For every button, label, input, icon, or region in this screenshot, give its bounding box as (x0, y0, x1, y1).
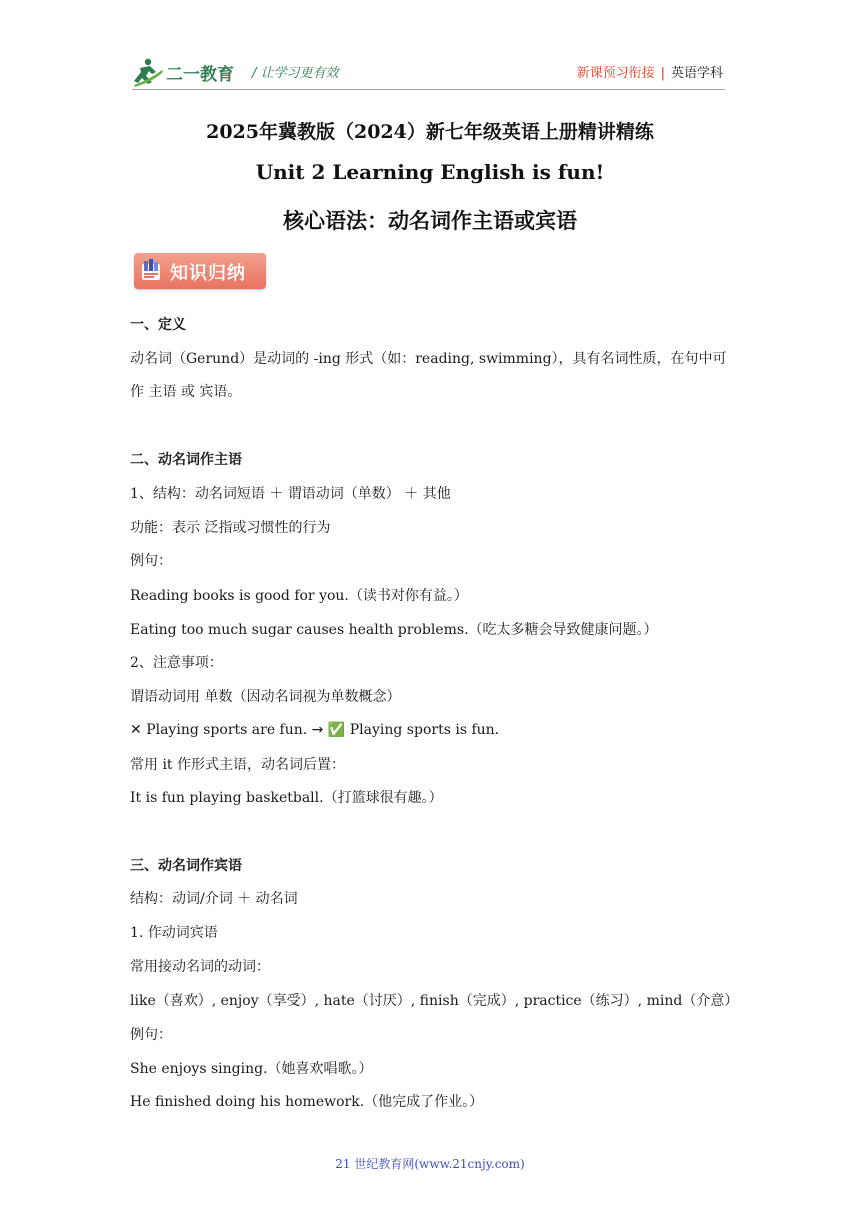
correct-sentence: Playing sports is fun. (349, 722, 500, 738)
page-header (0, 0, 860, 92)
object-verb-list: like（喜欢）, enjoy（享受）, hate（讨厌）, finish（完成）, practice（练习）, mind（介意） (130, 993, 739, 1009)
badge-label: 知识归纳 (170, 263, 246, 284)
section-heading-definition: 一、定义 (130, 317, 186, 333)
header-course-info (577, 62, 723, 81)
unit-title: Unit 2 Learning English is fun! (255, 160, 605, 184)
knowledge-summary-badge (134, 253, 266, 289)
section-heading-subject: 二、动名词作主语 (130, 452, 242, 468)
header-course-type: 新课预习衔接 (576, 66, 655, 81)
subject-note-1: 谓语动词用 单数（因动名词视为单数概念） (130, 689, 401, 705)
object-example-label: 例句： (130, 1027, 172, 1043)
object-example-2: He finished doing his homework.（他完成了作业。） (130, 1094, 484, 1110)
wrong-sentence: Playing sports are fun. (146, 722, 308, 738)
page-footer[interactable]: 21 世纪教育网(www.21cnjy.com) (335, 1157, 525, 1171)
book-icon (140, 258, 162, 284)
subject-note-2: 常用 it 作形式主语，动名词后置： (130, 757, 346, 773)
subject-function: 功能：表示 泛指或习惯性的行为 (130, 520, 331, 536)
definition-text-line1: 动名词（Gerund）是动词的 -ing 形式（如：reading, swimming），具有名词性质，在句中可 (130, 351, 727, 367)
arrow-icon: → (311, 722, 324, 738)
subject-example-label: 例句： (130, 553, 172, 569)
header-subject: 英语学科 (670, 66, 723, 81)
document-title: 2025年冀教版（2024）新七年级英语上册精讲精练 (206, 121, 654, 143)
section-heading-object: 三、动名词作宾语 (130, 858, 242, 874)
object-structure: 结构：动词/介词 ＋ 动名词 (130, 891, 298, 907)
definition-text-line2: 作 主语 或 宾语。 (130, 384, 242, 400)
subject-notes-label: 2、注意事项： (130, 655, 223, 671)
object-common-verbs-label: 常用接动名词的动词： (130, 959, 270, 975)
logo-wordmark: 二一教育 (166, 65, 234, 85)
object-example-1: She enjoys singing.（她喜欢唱歌。） (130, 1061, 373, 1077)
subject-structure: 1、结构：动名词短语 ＋ 谓语动词（单数） ＋ 其他 (130, 486, 451, 502)
subject-correction-example (130, 721, 499, 739)
object-subheading-verb: 1. 作动词宾语 (130, 925, 218, 941)
topic-title: 核心语法：动名词作主语或宾语 (283, 208, 577, 233)
wrong-mark-icon: ✕ (130, 722, 142, 738)
check-mark-icon: ✅ (327, 722, 346, 738)
subject-example-2: Eating too much sugar causes health problems.（吃太多糖会导致健康问题。） (130, 622, 658, 638)
header-slogan: / 让学习更有效 (252, 66, 339, 81)
brand-logo (132, 56, 244, 88)
subject-example-3: It is fun playing basketball.（打篮球很有趣。） (130, 790, 443, 806)
subject-example-1: Reading books is good for you.（读书对你有益。） (130, 588, 468, 604)
header-separator: | (660, 66, 665, 81)
header-divider (132, 89, 725, 90)
